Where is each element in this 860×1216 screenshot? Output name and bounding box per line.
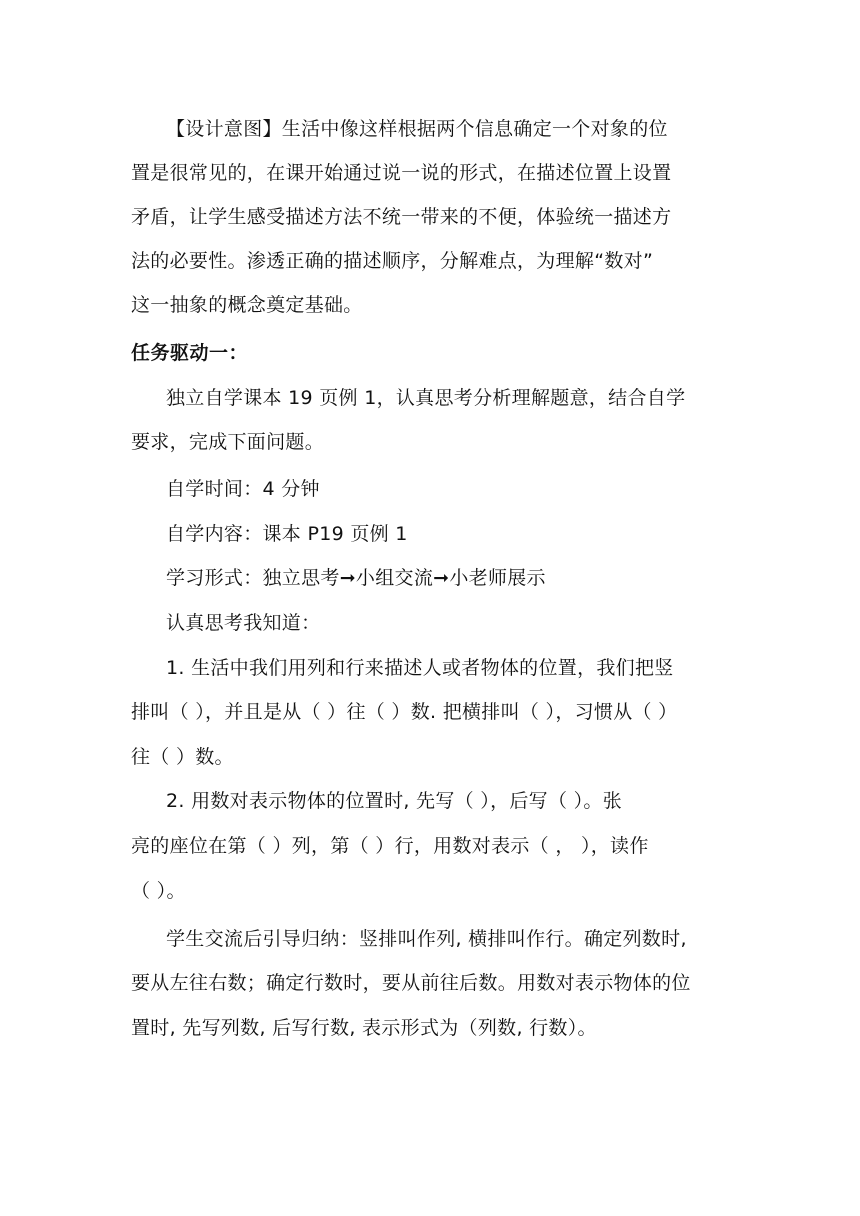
summary-line-3: 置时, 先写列数, 后写行数, 表示形式为（列数, 行数）。 <box>131 1017 597 1039</box>
question-1-line-3: 往（ ）数。 <box>131 746 234 768</box>
design-intent-line-2: 置是很常见的，在课开始通过说一说的形式，在描述位置上设置 <box>131 162 672 184</box>
question-1-line-1: 1. 生活中我们用列和行来描述人或者物体的位置，我们把竖 <box>166 657 674 679</box>
question-2-line-1: 2. 用数对表示物体的位置时, 先写（ ），后写（ ）。张 <box>166 790 623 812</box>
question-1-line-2: 排叫（ ），并且是从（ ）往（ ）数. 把横排叫（ ），习惯从（ ） <box>131 701 678 723</box>
task-intro-line-2: 要求，完成下面问题。 <box>131 431 325 453</box>
study-form: 学习形式：独立思考➞小组交流➞小老师展示 <box>166 567 546 589</box>
think-prompt: 认真思考我知道： <box>166 612 321 634</box>
task-intro-line-1: 独立自学课本 19 页例 1，认真思考分析理解题意，结合自学 <box>166 387 686 409</box>
design-intent-line-5: 这一抽象的概念奠定基础。 <box>131 294 363 316</box>
design-intent-line-4: 法的必要性。渗透正确的描述顺序，分解难点，为理解“数对” <box>131 250 654 272</box>
question-2-line-2: 亮的座位在第（ ）列，第（ ）行，用数对表示（ ， ），读作 <box>131 835 649 857</box>
summary-line-1: 学生交流后引导归纳：竖排叫作列, 横排叫作行。确定列数时, <box>166 928 687 950</box>
task-heading: 任务驱动一： <box>131 342 249 364</box>
design-intent-line-1: 【设计意图】生活中像这样根据两个信息确定一个对象的位 <box>166 118 668 140</box>
self-study-time: 自学时间：4 分钟 <box>166 478 320 500</box>
summary-line-2: 要从左往右数；确定行数时，要从前往后数。用数对表示物体的位 <box>131 972 691 994</box>
question-2-line-3: （ ）。 <box>131 880 186 902</box>
self-study-content: 自学内容：课本 P19 页例 1 <box>166 523 408 545</box>
design-intent-line-3: 矛盾，让学生感受描述方法不统一带来的不便，体验统一描述方 <box>131 206 672 228</box>
